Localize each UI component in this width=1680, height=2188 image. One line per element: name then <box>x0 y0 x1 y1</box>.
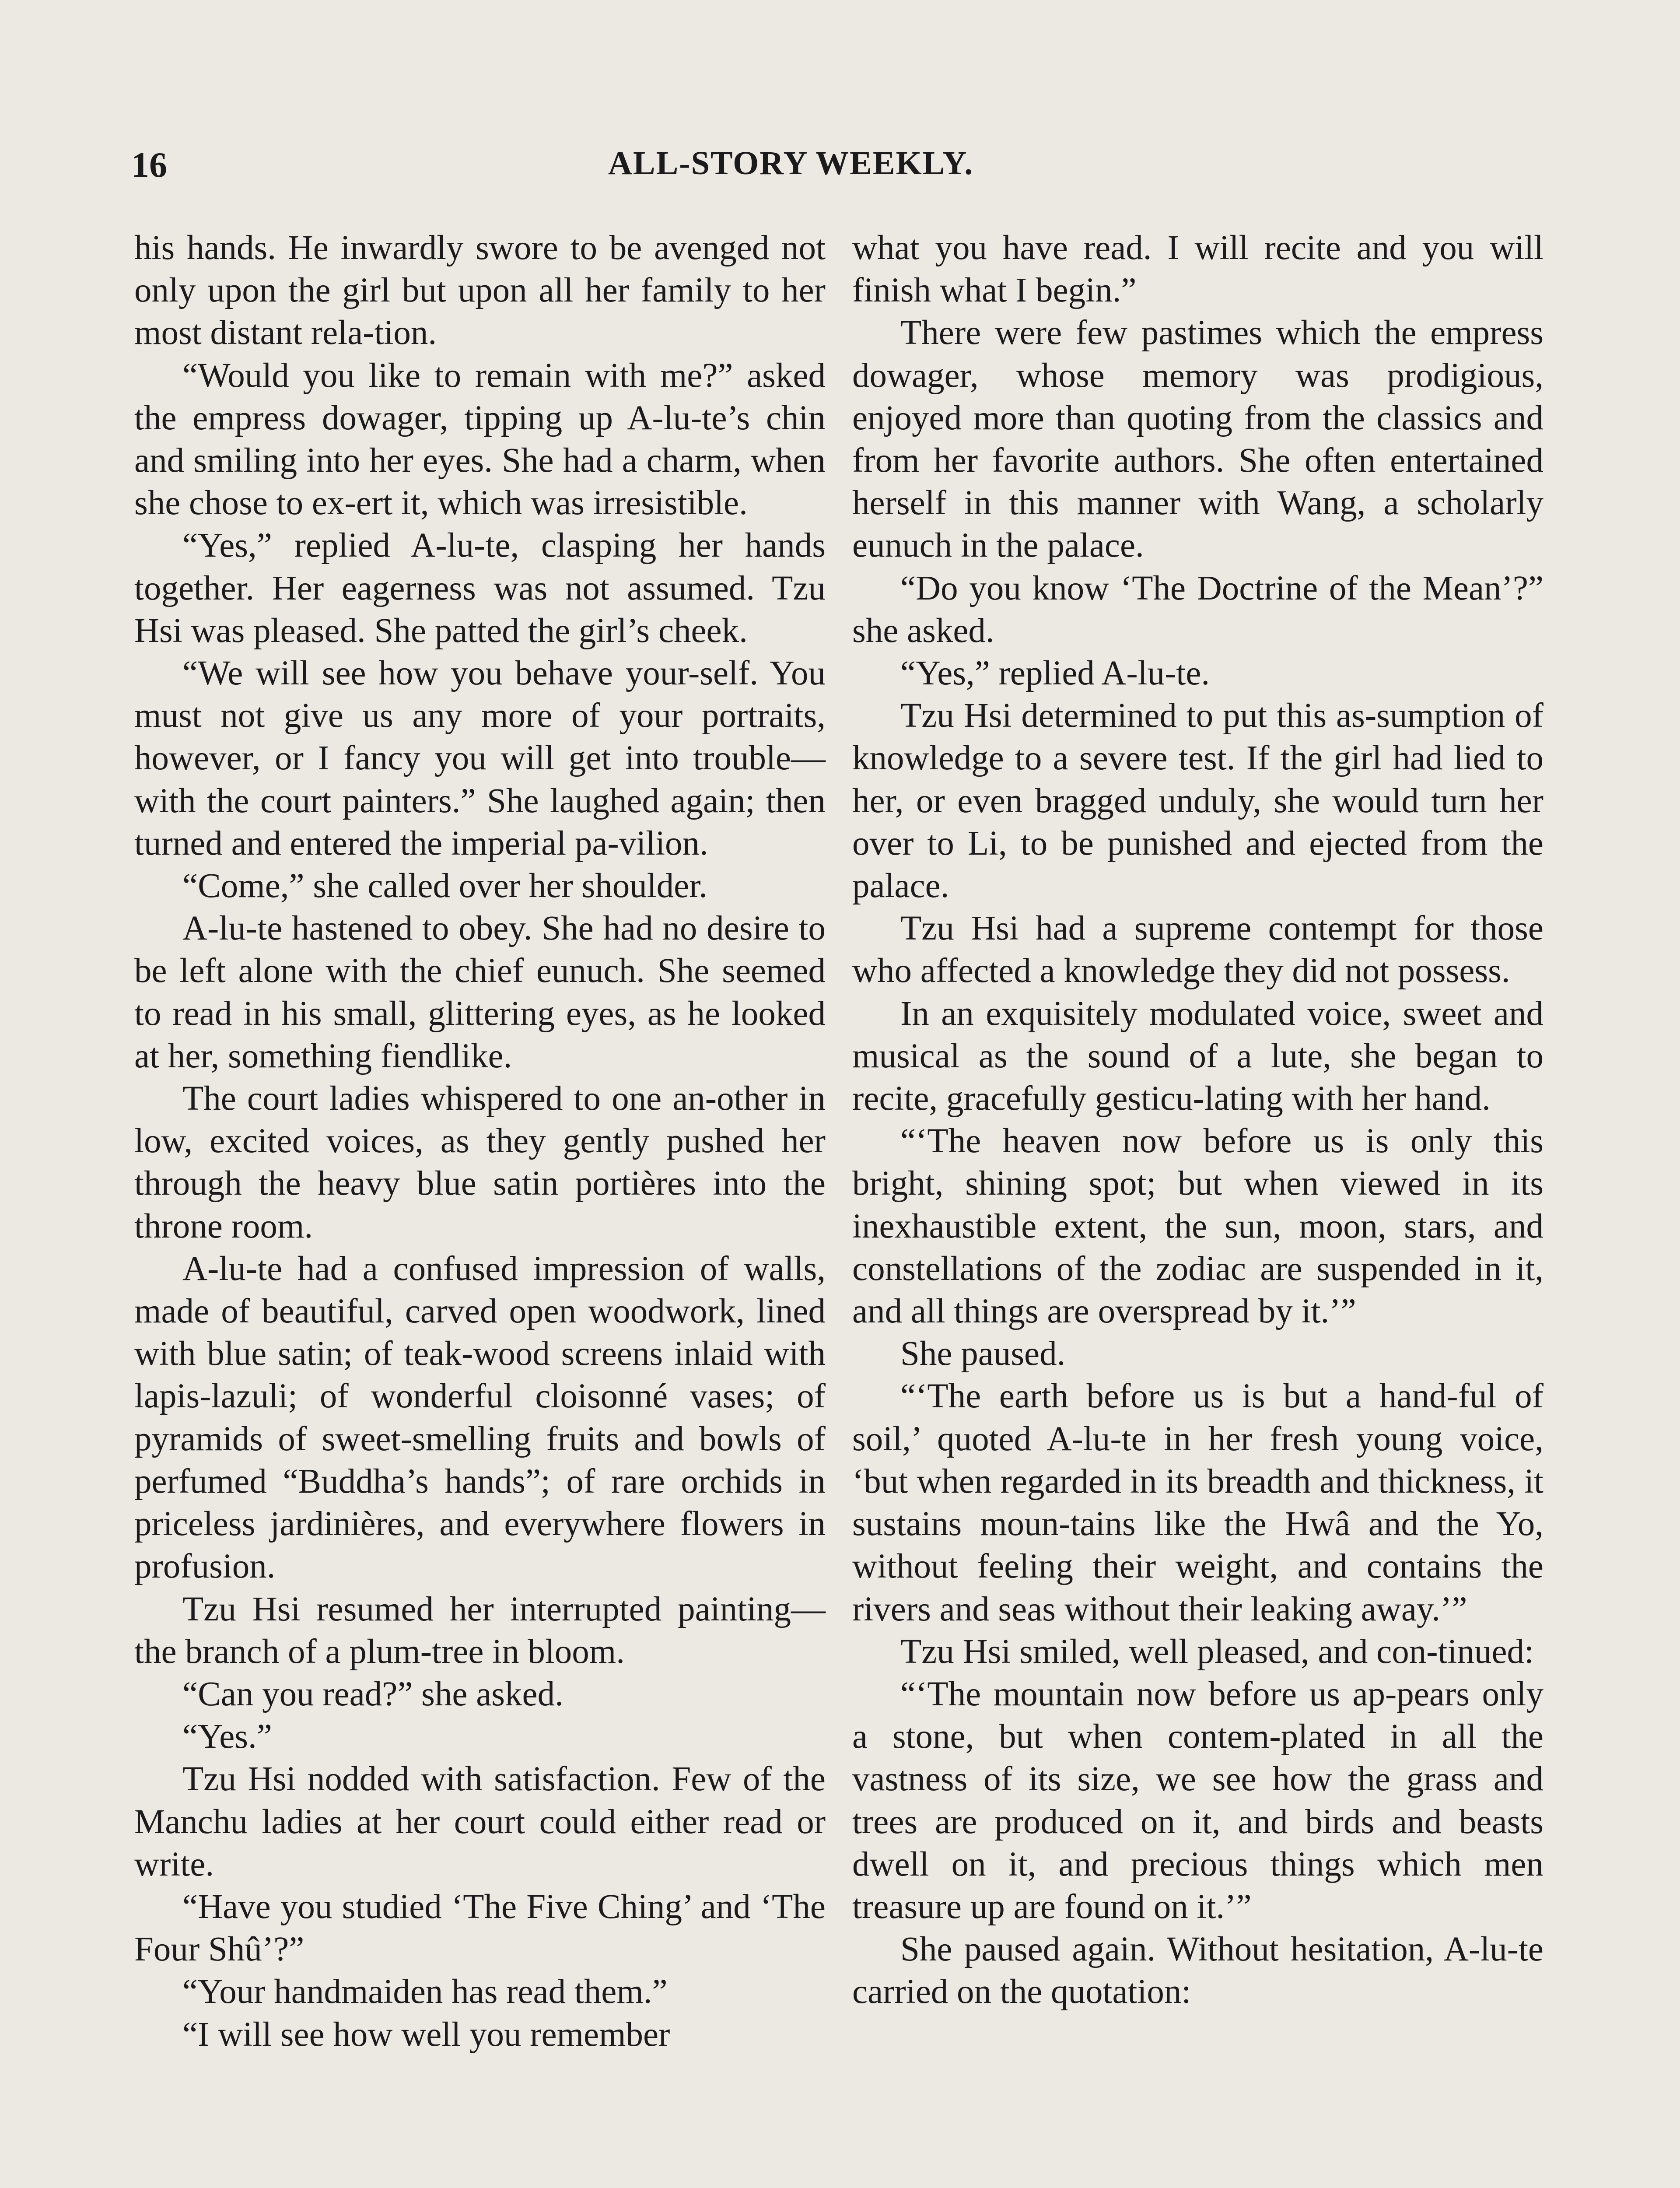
paragraph: “Have you studied ‘The Five Ching’ and ‘The Four Shû’?” <box>134 1887 826 1969</box>
paragraph: Tzu Hsi nodded with satisfaction. Few of the Manchu ladies at her court could either read or write. <box>134 1760 826 1883</box>
paragraph: what you have read. I will recite and you will finish what I begin.” <box>852 229 1544 310</box>
paragraph: “Would you like to remain with me?” asked the empress dowager, tipping up A-lu-te’s chin and smiling into her eyes. She had a charm, when she chose to ex-ert it, which was irresistible. <box>134 356 826 522</box>
paragraph: Tzu Hsi resumed her interrupted painting—the branch of a plum-tree in bloom. <box>134 1590 826 1671</box>
paragraph: “Do you know ‘The Doctrine of the Mean’?” she asked. <box>852 569 1544 650</box>
page-number: 16 <box>131 145 167 185</box>
page-header <box>0 144 1680 193</box>
paragraph: Tzu Hsi determined to put this as-sumption of knowledge to a severe test. If the girl had lied to her, or even bragged unduly, she would turn her over to Li, to be punished and ejected from the palace. <box>852 697 1544 905</box>
paragraph: “I will see how well you remember <box>182 2015 670 2054</box>
paragraph: “Can you read?” she asked. <box>182 1675 564 1713</box>
paragraph: “‘The mountain now before us ap-pears only a stone, but when contem-plated in all the vastness of its size, we see how the grass and trees are produced on it, and birds and beasts dwell on it, and precious things which men treasure up are found on it.’” <box>852 1675 1544 1926</box>
paragraph: “Yes.” <box>182 1718 272 1756</box>
paragraph: A-lu-te hastened to obey. She had no desire to be left alone with the chief eunuch. She seemed to read in his small, glittering eyes, as he looked at her, something fiendlike. <box>134 909 826 1075</box>
paragraph: “Your handmaiden has read them.” <box>182 1973 668 2011</box>
paragraph: “Yes,” replied A-lu-te, clasping her hands together. Her eagerness was not assumed. Tzu Hsi was pleased. She patted the girl’s cheek. <box>134 526 826 650</box>
right-text-column <box>852 227 1544 2013</box>
paragraph: “Come,” she called over her shoulder. <box>182 867 707 905</box>
paragraph: “We will see how you behave your-self. You must not give us any more of your portraits, however, or I fancy you will get into trouble—with the court painters.” She laughed again; then turned and entered the imperial pa-vilion. <box>134 654 826 863</box>
paragraph: “‘The heaven now before us is only this bright, shining spot; but when viewed in its inexhaustible extent, the sun, moon, stars, and constellations of the zodiac are suspended in it, and all things are overspread by it.’” <box>852 1122 1544 1331</box>
paragraph: Tzu Hsi had a supreme contempt for those who affected a knowledge they did not possess. <box>852 909 1544 990</box>
left-text-column <box>134 227 826 2056</box>
paragraph: “Yes,” replied A-lu-te. <box>900 654 1210 693</box>
paragraph: She paused. <box>900 1335 1066 1373</box>
paragraph: She paused again. Without hesitation, A-lu-te carried on the quotation: <box>852 1930 1544 2011</box>
running-title: ALL-STORY WEEKLY. <box>608 145 974 182</box>
paragraph: In an exquisitely modulated voice, sweet and musical as the sound of a lute, she began to recite, gracefully gesticu-lating with her hand. <box>852 994 1544 1118</box>
paragraph: Tzu Hsi smiled, well pleased, and con-tinued: <box>900 1632 1534 1671</box>
paragraph: his hands. He inwardly swore to be avenged not only upon the girl but upon all her family to her most distant rela-tion. <box>134 229 826 352</box>
paragraph: There were few pastimes which the empress dowager, whose memory was prodigious, enjoyed more than quoting from the classics and from her favorite authors. She often entertained herself in this manner with Wang, a scholarly eunuch in the palace. <box>852 314 1544 565</box>
paragraph: A-lu-te had a confused impression of walls, made of beautiful, carved open woodwork, lined with blue satin; of teak-wood screens inlaid with lapis-lazuli; of wonderful cloisonné vases; of pyramids of sweet-smelling fruits and bowls of perfumed “Buddha’s hands”; of rare orchids in priceless jardinières, and everywhere flowers in profusion. <box>134 1249 826 1586</box>
paragraph: “‘The earth before us is but a hand-ful of soil,’ quoted A-lu-te in her fresh young voice, ‘but when regarded in its breadth and thickness, it sustains moun-tains like the Hwâ and the Yo, without feeling their weight, and contains the rivers and seas without their leaking away.’” <box>852 1377 1544 1628</box>
paragraph: The court ladies whispered to one an-other in low, excited voices, as they gently pushed her through the heavy blue satin portières into the throne room. <box>134 1080 826 1245</box>
